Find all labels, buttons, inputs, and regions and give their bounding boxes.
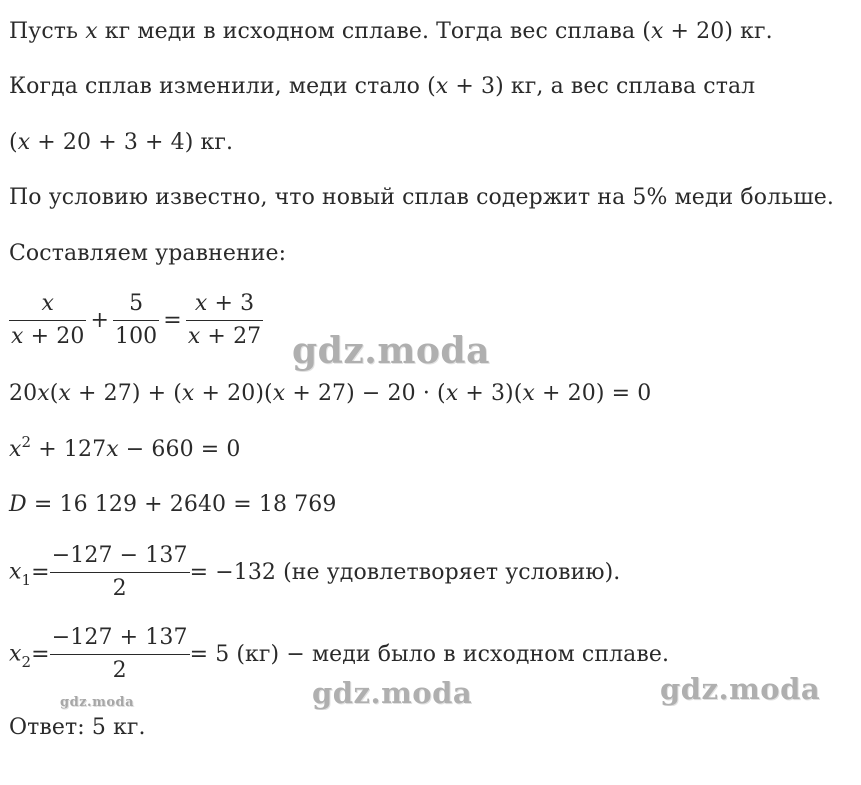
fraction-1-denominator xyxy=(9,321,86,351)
var-x: x xyxy=(435,74,449,99)
text-line-1 xyxy=(9,18,773,46)
eq2-part: + 27) − 20 · ( xyxy=(285,381,446,406)
watermark-logo: gdz.moda xyxy=(292,330,490,372)
eq2-part: + 27) + ( xyxy=(70,381,182,406)
root-1-fraction xyxy=(50,542,190,603)
fraction-3-numerator xyxy=(186,290,263,321)
root-2-fraction xyxy=(50,624,190,685)
eq2-part: + 20)( xyxy=(194,381,273,406)
fraction-2-denominator: 100 xyxy=(114,324,158,349)
eq2-part: 20 xyxy=(9,381,38,406)
eq2-part: ( xyxy=(49,381,59,406)
subscript: 2 xyxy=(21,652,32,671)
answer-text: Ответ: 5 кг. xyxy=(9,715,146,740)
fraction-2 xyxy=(113,290,159,351)
root-2-numerator: −127 + 137 xyxy=(50,624,190,655)
fraction-3-den-rest: + 27 xyxy=(200,324,262,349)
condition-text: По условию известно, что новый сплав содержит на 5% меди больше. xyxy=(9,185,835,210)
fraction-3-denominator xyxy=(186,321,263,351)
root-1-numerator: −127 − 137 xyxy=(50,542,190,573)
root-2-result: = 5 (кг) − меди было в исходном сплаве. xyxy=(189,641,670,667)
equation-heading: Составляем уравнение: xyxy=(9,241,287,266)
var-x: x xyxy=(522,381,535,406)
equals-sign: = xyxy=(31,641,50,667)
var-d: D xyxy=(9,492,27,517)
text-line-5 xyxy=(9,240,286,268)
var-x: x xyxy=(41,291,54,316)
var-x: x xyxy=(106,437,119,462)
var-x: x xyxy=(272,381,286,406)
fraction-3 xyxy=(186,290,263,351)
equation-fractions xyxy=(9,290,263,351)
fraction-2-numerator: 5 xyxy=(113,290,159,321)
line-1-part-a: Пусть xyxy=(9,19,86,44)
line-3-part-a: ( xyxy=(9,130,18,155)
exponent: 2 xyxy=(21,433,32,451)
var-x: x xyxy=(445,381,459,406)
var-x: x xyxy=(58,381,71,406)
equals-sign: = xyxy=(163,307,182,333)
line-1-part-c: + 20) кг. xyxy=(663,19,773,44)
line-2-part-a: Когда сплав изменили, меди стало ( xyxy=(9,74,436,99)
eq3-part: + 127 xyxy=(31,437,107,462)
root-2-denominator: 2 xyxy=(112,658,127,683)
line-2-part-b: + 3) кг, а вес сплава стал xyxy=(448,74,756,99)
var-x: x xyxy=(9,641,22,667)
equation-expanded xyxy=(9,380,651,408)
var-x: x xyxy=(37,381,50,406)
subscript: 1 xyxy=(21,570,32,589)
root-1-result: = −132 (не удовлетворяет условию). xyxy=(189,559,621,585)
root-1-denominator: 2 xyxy=(112,576,127,601)
var-x: x xyxy=(187,324,201,349)
answer-line xyxy=(9,714,146,742)
fraction-1-den-rest: + 20 xyxy=(23,324,85,349)
eq2-part: + 20) = 0 xyxy=(534,381,652,406)
var-x: x xyxy=(181,381,195,406)
var-x: x xyxy=(85,19,98,44)
text-line-4 xyxy=(9,184,834,212)
var-x: x xyxy=(9,559,22,585)
var-x: x xyxy=(11,324,24,349)
watermark-logo: gdz.moda xyxy=(312,676,473,710)
line-3-part-b: + 20 + 3 + 4) кг. xyxy=(30,130,234,155)
eq3-part: − 660 = 0 xyxy=(118,437,241,462)
equals-sign: = xyxy=(31,559,50,585)
var-x: x xyxy=(650,19,664,44)
equation-discriminant xyxy=(9,491,336,519)
eq2-part: + 3)( xyxy=(458,381,523,406)
equation-quadratic xyxy=(9,433,241,465)
text-line-2 xyxy=(9,73,755,101)
fraction-1-numerator xyxy=(9,290,86,321)
watermark-logo: gdz.moda xyxy=(660,672,821,706)
watermark-logo-small: gdz.moda xyxy=(60,695,135,710)
var-x: x xyxy=(17,130,31,155)
var-x: x xyxy=(9,437,22,462)
var-x: x xyxy=(194,291,208,316)
text-line-3 xyxy=(9,129,233,157)
fraction-1 xyxy=(9,290,86,351)
fraction-3-num-rest: + 3 xyxy=(207,291,255,316)
plus-sign: + xyxy=(90,307,109,333)
line-1-part-b: кг меди в исходном сплаве. Тогда вес сплава ( xyxy=(97,19,651,44)
discriminant-value: = 16 129 + 2640 = 18 769 xyxy=(26,492,337,517)
equation-root-1 xyxy=(9,542,620,603)
